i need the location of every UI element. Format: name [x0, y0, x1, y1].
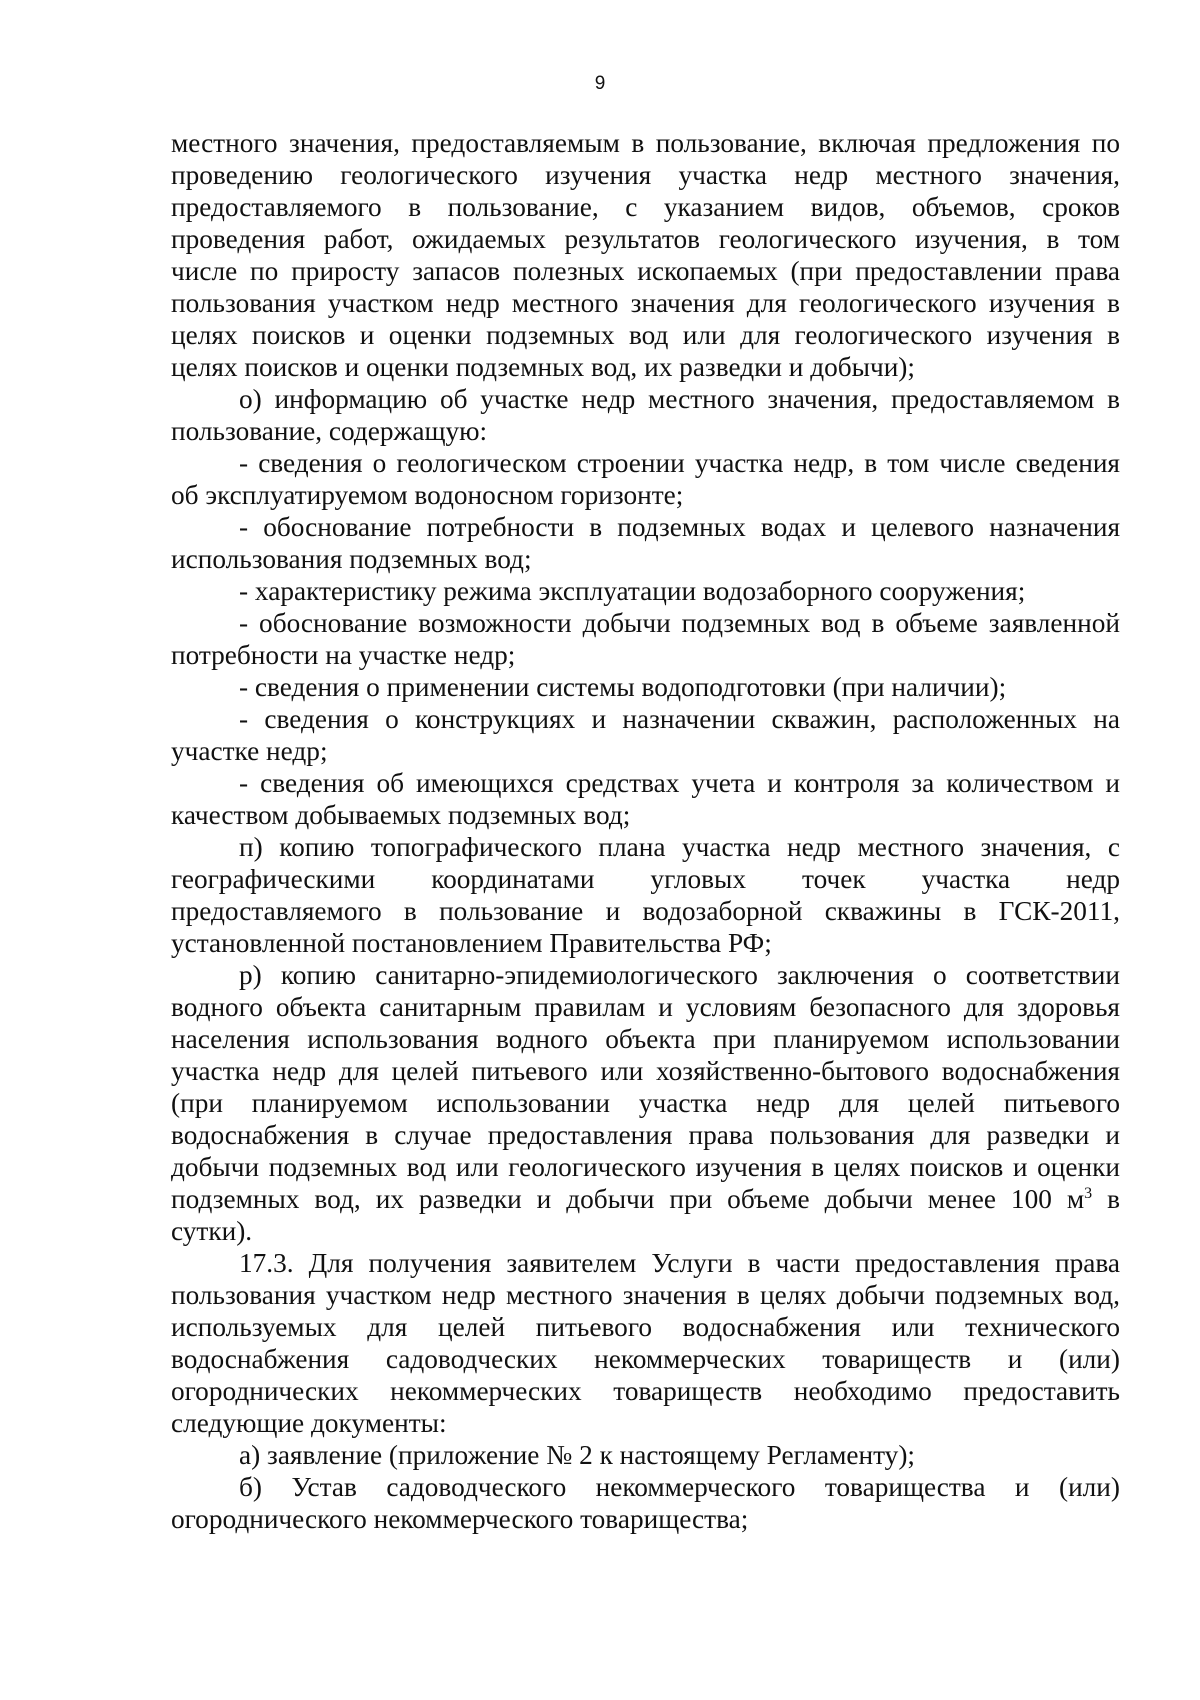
text-line: пользования участком недр местного значения для геологического изучения в: [171, 288, 1120, 318]
text-line: используемых для целей питьевого водоснабжения или технического: [171, 1312, 1120, 1342]
text-line: водоснабжения садоводческих некоммерческих товариществ и (или): [171, 1344, 1120, 1374]
text-line: сутки).: [171, 1216, 253, 1246]
text-line: следующие документы:: [171, 1408, 447, 1438]
paragraph-dash-1: [171, 447, 1120, 511]
text-line: б) Устав садоводческого некоммерческого товарищества и (или): [239, 1472, 1120, 1502]
text-line: об эксплуатируемом водоносном горизонте;: [171, 480, 684, 510]
text-line: проведению геологического изучения участка недр местного значения,: [171, 160, 1120, 190]
text-line: проведения работ, ожидаемых результатов геологического изучения, в том: [171, 224, 1120, 254]
text-line: а) заявление (приложение № 2 к настоящему Регламенту);: [239, 1440, 915, 1470]
text-line: водоснабжения в случае предоставления права пользования для разведки и: [171, 1120, 1120, 1150]
superscript-3: 3: [1084, 1185, 1093, 1202]
text-line: п) копию топографического плана участка недр местного значения, с: [239, 832, 1120, 862]
paragraph-dash-5: [171, 671, 1120, 703]
text-line: подземных вод, их разведки и добычи при объеме добычи менее 100 $м^3$ в: [171, 1184, 1120, 1214]
text-line: участка недр для целей питьевого или хозяйственно-бытового водоснабжения: [171, 1056, 1120, 1086]
text-line: участке недр;: [171, 736, 328, 766]
paragraph-continuation: [171, 127, 1120, 383]
paragraph-dash-6: [171, 703, 1120, 767]
text-line: (при планируемом использовании участка недр для целей питьевого: [171, 1088, 1120, 1118]
text-line: пользование, содержащую:: [171, 416, 488, 446]
text-line: предоставляемого в пользование и водозаборной скважины в ГСК-2011,: [171, 896, 1120, 926]
text-line: местного значения, предоставляемым в пользование, включая предложения по: [171, 128, 1120, 158]
text-line: о) информацию об участке недр местного значения, предоставляемом в: [239, 384, 1120, 414]
text-line: - сведения о применении системы водоподготовки (при наличии);: [239, 672, 1007, 702]
paragraph-b: [171, 1471, 1120, 1535]
paragraph-p: [171, 831, 1120, 959]
paragraph-r: [171, 959, 1120, 1247]
text-line: установленной постановлением Правительства РФ;: [171, 928, 772, 958]
text-line: огороднических некоммерческих товариществ необходимо предоставить: [171, 1376, 1120, 1406]
text-line: числе по приросту запасов полезных ископаемых (при предоставлении права: [171, 256, 1120, 286]
text-line: использования подземных вод;: [171, 544, 532, 574]
paragraph-o: [171, 383, 1120, 447]
page-number: 9: [594, 73, 606, 94]
text-line: - сведения о геологическом строении участка недр, в том числе сведения: [239, 448, 1120, 478]
text-line: населения использования водного объекта при планируемом использовании: [171, 1024, 1120, 1054]
text-line: 17.3. Для получения заявителем Услуги в части предоставления права: [239, 1248, 1120, 1278]
text-line: - сведения об имеющихся средствах учета и контроля за количеством и: [239, 768, 1120, 798]
text-line: - сведения о конструкциях и назначении скважин, расположенных на: [239, 704, 1120, 734]
paragraph-17-3: [171, 1247, 1120, 1439]
paragraph-dash-4: [171, 607, 1120, 671]
paragraph-dash-2: [171, 511, 1120, 575]
text-line: целях поисков и оценки подземных вод, их разведки и добычи);: [171, 352, 915, 382]
text-line: р) копию санитарно-эпидемиологического заключения о соответствии: [239, 960, 1120, 990]
document-body: [171, 127, 1120, 1535]
text-line: географическими координатами угловых точек участка недр: [171, 864, 1120, 894]
text-line: предоставляемого в пользование, с указанием видов, объемов, сроков: [171, 192, 1120, 222]
paragraph-a: [171, 1439, 1120, 1471]
paragraph-dash-3: [171, 575, 1120, 607]
text-line: добычи подземных вод или геологического изучения в целях поисков и оценки: [171, 1152, 1120, 1182]
text-line: пользования участком недр местного значения в целях добычи подземных вод,: [171, 1280, 1120, 1310]
paragraph-dash-7: [171, 767, 1120, 831]
text-line: целях поисков и оценки подземных вод или для геологического изучения в: [171, 320, 1120, 350]
text-line: - характеристику режима эксплуатации водозаборного сооружения;: [239, 576, 1026, 606]
text-line: - обоснование возможности добычи подземных вод в объеме заявленной: [239, 608, 1120, 638]
text-line: огороднического некоммерческого товарищества;: [171, 1504, 749, 1534]
text-line: качеством добываемых подземных вод;: [171, 800, 631, 830]
text-line: потребности на участке недр;: [171, 640, 516, 670]
text-line: - обоснование потребности в подземных водах и целевого назначения: [239, 512, 1120, 542]
text-line: водного объекта санитарным правилам и условиям безопасного для здоровья: [171, 992, 1120, 1022]
